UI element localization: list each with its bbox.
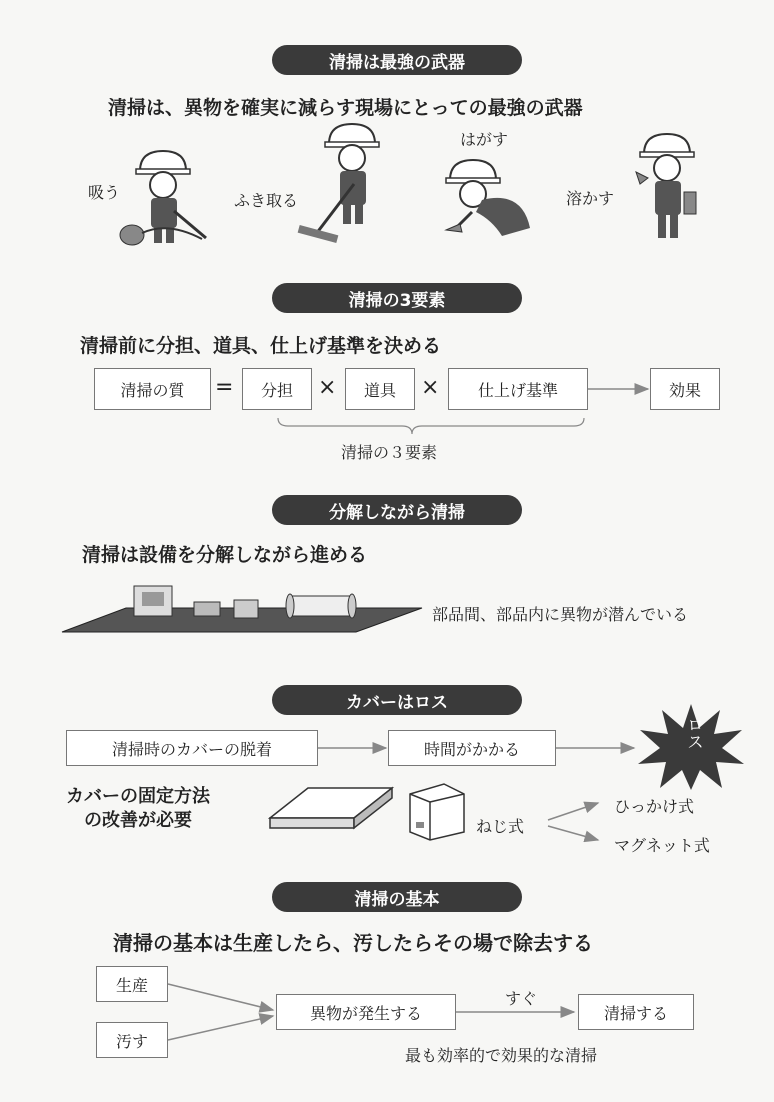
action-label-wipe: ふき取る (234, 191, 299, 210)
action-label-dissolve: 溶かす (566, 189, 615, 208)
worker-scraper-illustration (442, 150, 538, 245)
times-sign-2: × (421, 375, 440, 400)
element-box-tools: 道具 (345, 368, 415, 410)
hook-type-label: ひっかけ式 (614, 797, 695, 816)
hidden-foreign-matter-note: 部品間、部品内に異物が潜んでいる (432, 605, 689, 624)
cover-removal-box: 清掃時のカバーの脱着 (66, 730, 318, 766)
section-title-cover-loss: カバーはロス (272, 685, 522, 715)
element-box-division: 分担 (242, 368, 312, 410)
section-title-three-elements: 清掃の3要素 (272, 283, 522, 313)
screw-type-label: ねじ式 (476, 817, 525, 836)
disassembled-machine-illustration (56, 580, 436, 640)
foreign-matter-box: 異物が発生する (276, 994, 456, 1030)
cover-box-illustration (404, 780, 470, 842)
loss-label: ロス (683, 716, 703, 750)
cover-panel-illustration (268, 784, 396, 834)
cleaning-quality-box: 清掃の質 (94, 368, 211, 410)
worker-vacuum-illustration (118, 143, 218, 248)
section-heading-cleaning-basics: 清掃の基本は生産したら、汚したらその場で除去する (113, 931, 593, 955)
production-box: 生産 (96, 966, 168, 1002)
action-label-peel: はがす (460, 130, 509, 149)
efficient-cleaning-caption: 最も効率的で効果的な清掃 (405, 1046, 598, 1065)
equals-sign: = (215, 375, 234, 400)
brace-line (278, 418, 584, 434)
worker-spray-illustration (628, 130, 708, 245)
cover-improvement-heading-line2: の改善が必要 (84, 810, 192, 831)
times-sign-1: × (318, 375, 337, 400)
section-heading-disassembly: 清掃は設備を分解しながら進める (82, 544, 368, 566)
soil-box: 汚す (96, 1022, 168, 1058)
takes-time-box: 時間がかかる (388, 730, 556, 766)
clean-box: 清掃する (578, 994, 694, 1030)
section-heading-three-elements: 清掃前に分担、道具、仕上げ基準を決める (80, 335, 442, 357)
section-title-cleaning-weapon: 清掃は最強の武器 (272, 45, 522, 75)
effect-box: 効果 (650, 368, 720, 410)
section-heading-cleaning-weapon: 清掃は、異物を確実に減らす現場にとっての最強の武器 (108, 97, 583, 119)
action-label-suck: 吸う (88, 183, 121, 202)
worker-mop-illustration (296, 122, 386, 252)
magnet-type-label: マグネット式 (614, 836, 710, 855)
cover-improvement-heading-line1: カバーの固定方法 (66, 786, 210, 807)
section-title-disassembly: 分解しながら清掃 (272, 495, 522, 525)
element-box-finish-standard: 仕上げ基準 (448, 368, 588, 410)
section-title-cleaning-basics: 清掃の基本 (272, 882, 522, 912)
brace-label: 清掃の３要素 (341, 443, 438, 462)
immediately-label: すぐ (505, 989, 538, 1008)
